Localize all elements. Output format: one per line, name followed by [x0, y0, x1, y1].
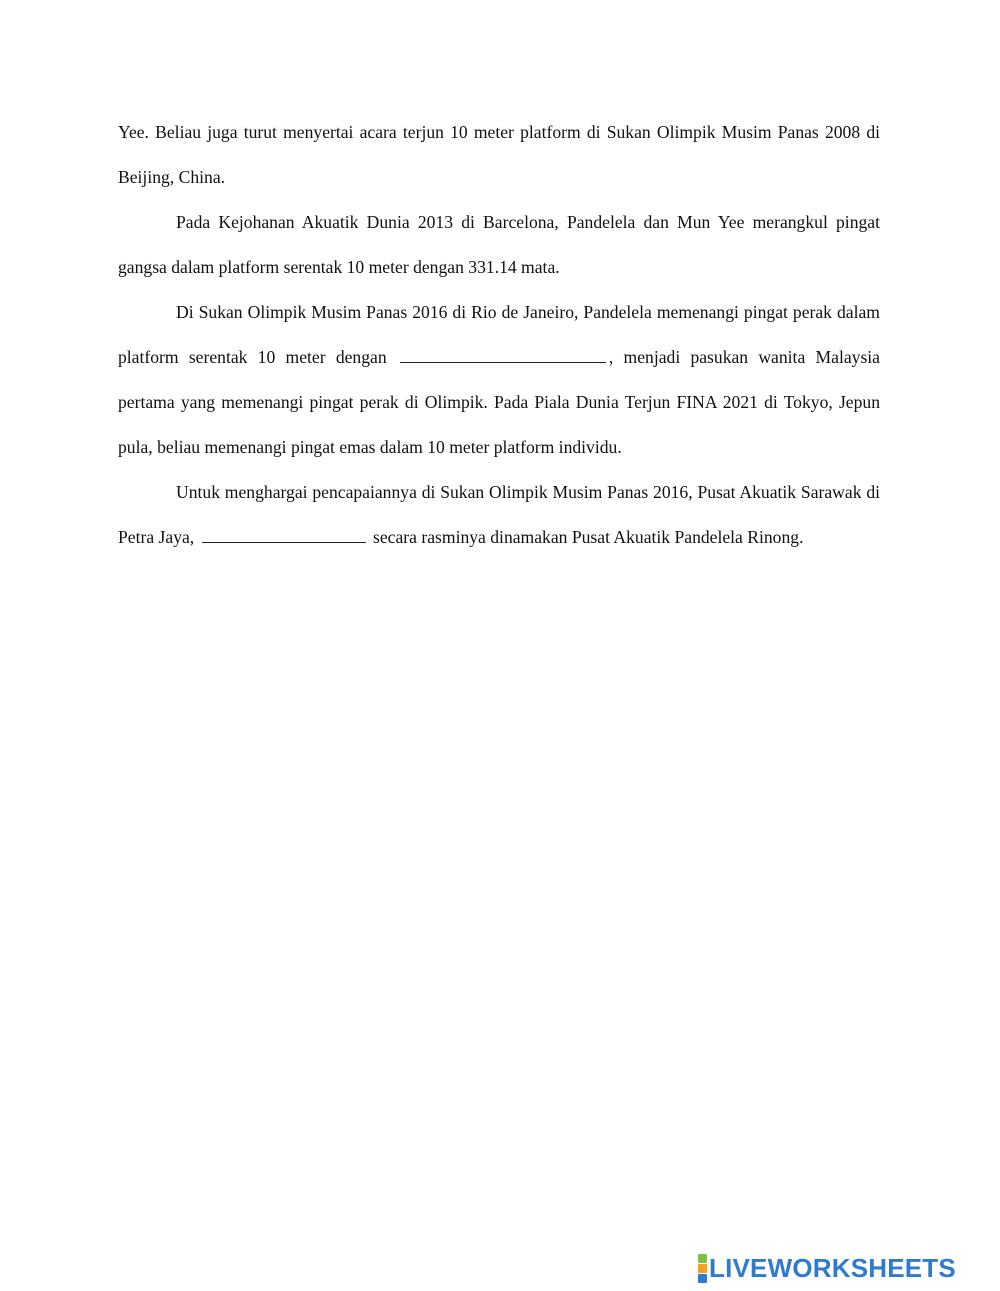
answer-blank-1[interactable] [400, 361, 606, 363]
worksheet-text [118, 110, 880, 560]
paragraph-4 [118, 470, 880, 560]
paragraph-3 [118, 290, 880, 470]
paragraph-1 [118, 110, 880, 200]
paragraph-4-text-before: Untuk menghargai pencapaiannya di Sukan Olimpik Musim Panas 2016, Pusat Akuatik Sarawak di Petra Jaya, [118, 482, 880, 547]
paragraph-2-text: Pada Kejohanan Akuatik Dunia 2013 di Barcelona, Pandelela dan Mun Yee merangkul pingat gangsa dalam platform serentak 10 meter dengan 331.14 mata. [118, 212, 880, 277]
liveworksheets-logo-icon [698, 1254, 707, 1283]
paragraph-3-text-before: Di Sukan Olimpik Musim Panas 2016 di Rio de Janeiro, Pandelela memenangi pingat perak dalam platform serentak 10 meter dengan [118, 302, 880, 367]
paragraph-1-text: Yee. Beliau juga turut menyertai acara terjun 10 meter platform di Sukan Olimpik Musim Panas 2008 di Beijing, China. [118, 122, 880, 187]
liveworksheets-logo [698, 1253, 956, 1283]
paragraph-3-text-after: , menjadi pasukan wanita Malaysia pertama yang memenangi pingat perak di Olimpik. Pada Piala Dunia Terjun FINA 2021 di Tokyo, Jepun pula, beliau memenangi pingat emas dalam 10 meter platform individu. [118, 347, 880, 457]
answer-blank-2[interactable] [202, 541, 366, 543]
logo-square-blue [698, 1274, 707, 1283]
paragraph-2 [118, 200, 880, 290]
paragraph-4-text-after: secara rasminya dinamakan Pusat Akuatik Pandelela Rinong. [373, 527, 804, 547]
logo-square-orange [698, 1264, 707, 1273]
logo-square-green [698, 1254, 707, 1263]
brand-name: LIVEWORKSHEETS [709, 1253, 956, 1283]
